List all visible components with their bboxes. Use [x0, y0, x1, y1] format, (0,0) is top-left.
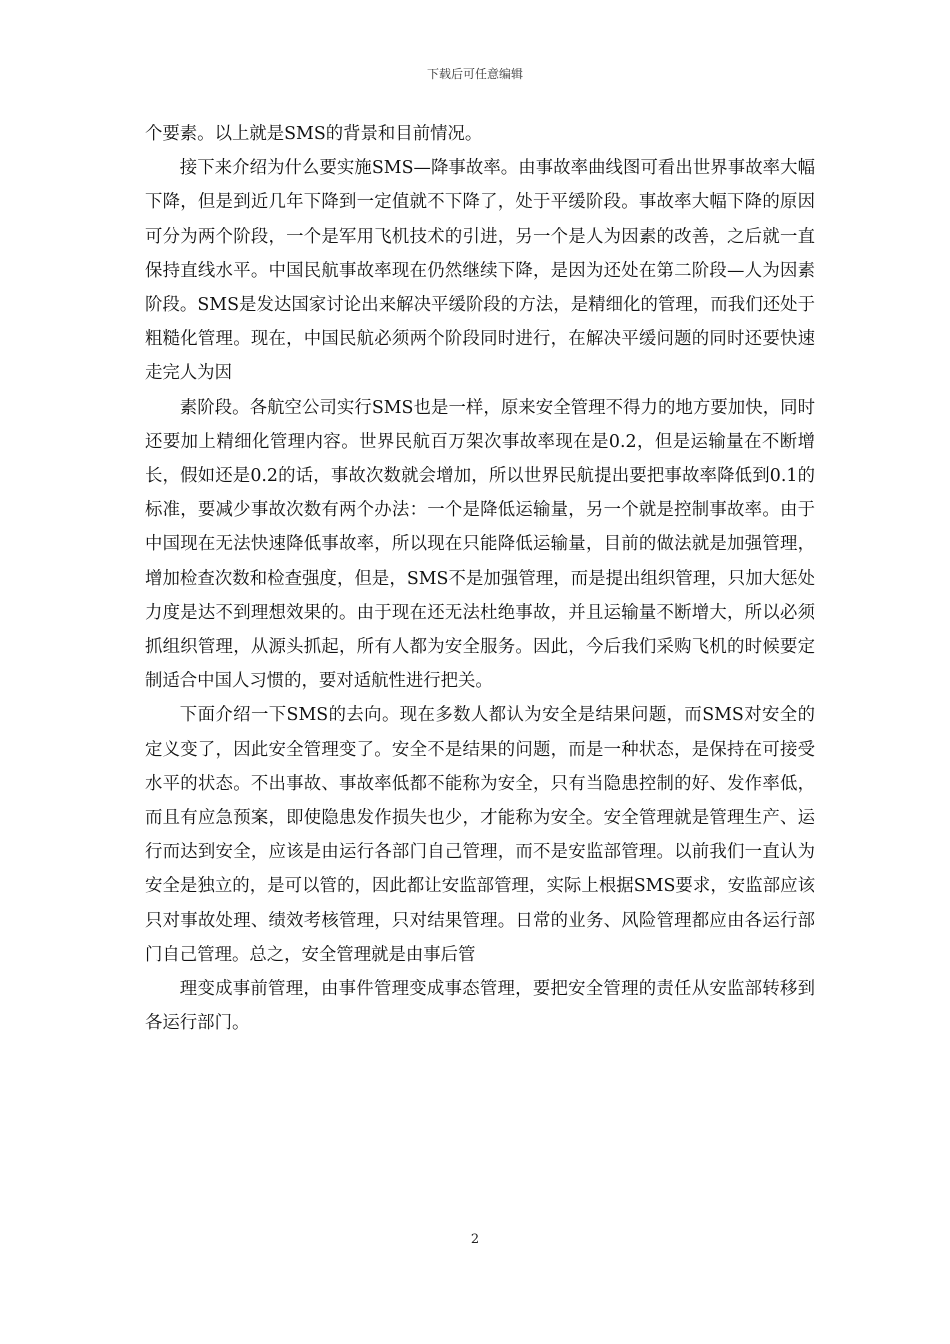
- paragraph-conclusion: 理变成事前管理，由事件管理变成事态管理，要把安全管理的责任从安监部转移到各运行部门。: [145, 979, 815, 1034]
- paragraph-continuation: 个要素。以上就是SMS的背景和目前情况。: [145, 124, 483, 144]
- page-number: 2: [470, 1232, 480, 1247]
- paragraph-why-sms: 接下来介绍为什么要实施SMS—降事故率。由事故率曲线图可看出世界事故率大幅下降，但是到近几年下降到一定值就不下降了，处于平缓阶段。事故率大幅下降的原因可分为两个阶段，一个是军用飞机技术的引进，另一个是人为因素的改善，之后就一直保持直线水平。中国民航事故率现在仍然继续下降，是因为还处在第二阶段—人为因素阶段。SMS是发达国家讨论出来解决平缓阶段的方法，是精细化的管理，而我们还处于粗糙化管理。现在，中国民航必须两个阶段同时进行，在解决平缓问题的同时还要快速走完人为因: [145, 158, 815, 384]
- page-header: 下载后可任意编辑: [426, 67, 523, 81]
- paragraph-human-factors: 素阶段。各航空公司实行SMS也是一样，原来安全管理不得力的地方要加快，同时还要加上精细化管理内容。世界民航百万架次事故率现在是0.2，但是运输量在不断增长，假如还是0.2的话，事故次数就会增加，所以世界民航提出要把事故率降低到0.1的标准，要减少事故次数有两个办法：一个是降低运输量，另一个就是控制事故率。由于中国现在无法快速降低事故率，所以现在只能降低运输量，目前的做法就是加强管理，增加检查次数和检查强度，但是，SMS不是加强管理，而是提出组织管理，只加大惩处力度是达不到理想效果的。由于现在还无法杜绝事故，并且运输量不断增大，所以必须抓组织管理，从源头抓起，所有人都为安全服务。因此，今后我们采购飞机的时候要定制适合中国人习惯的，要对适航性进行把关。: [145, 397, 815, 692]
- paragraph-sms-direction: 下面介绍一下SMS的去向。现在多数人都认为安全是结果问题，而SMS对安全的定义变了，因此安全管理变了。安全不是结果的问题，而是一种状态，是保持在可接受水平的状态。不出事故、事故率低都不能称为安全，只有当隐患控制的好、发作率低，而且有应急预案，即使隐患发作损失也少，才能称为安全。安全管理就是管理生产、运行而达到安全，应该是由运行各部门自己管理，而不是安监部管理。以前我们一直认为安全是独立的，是可以管的，因此都让安监部管理，实际上根据SMS要求，安监部应该只对事故处理、绩效考核管理，只对结果管理。日常的业务、风险管理都应由各运行部门自己管理。总之，安全管理就是由事后管: [145, 705, 815, 965]
- document-body: [145, 117, 815, 1040]
